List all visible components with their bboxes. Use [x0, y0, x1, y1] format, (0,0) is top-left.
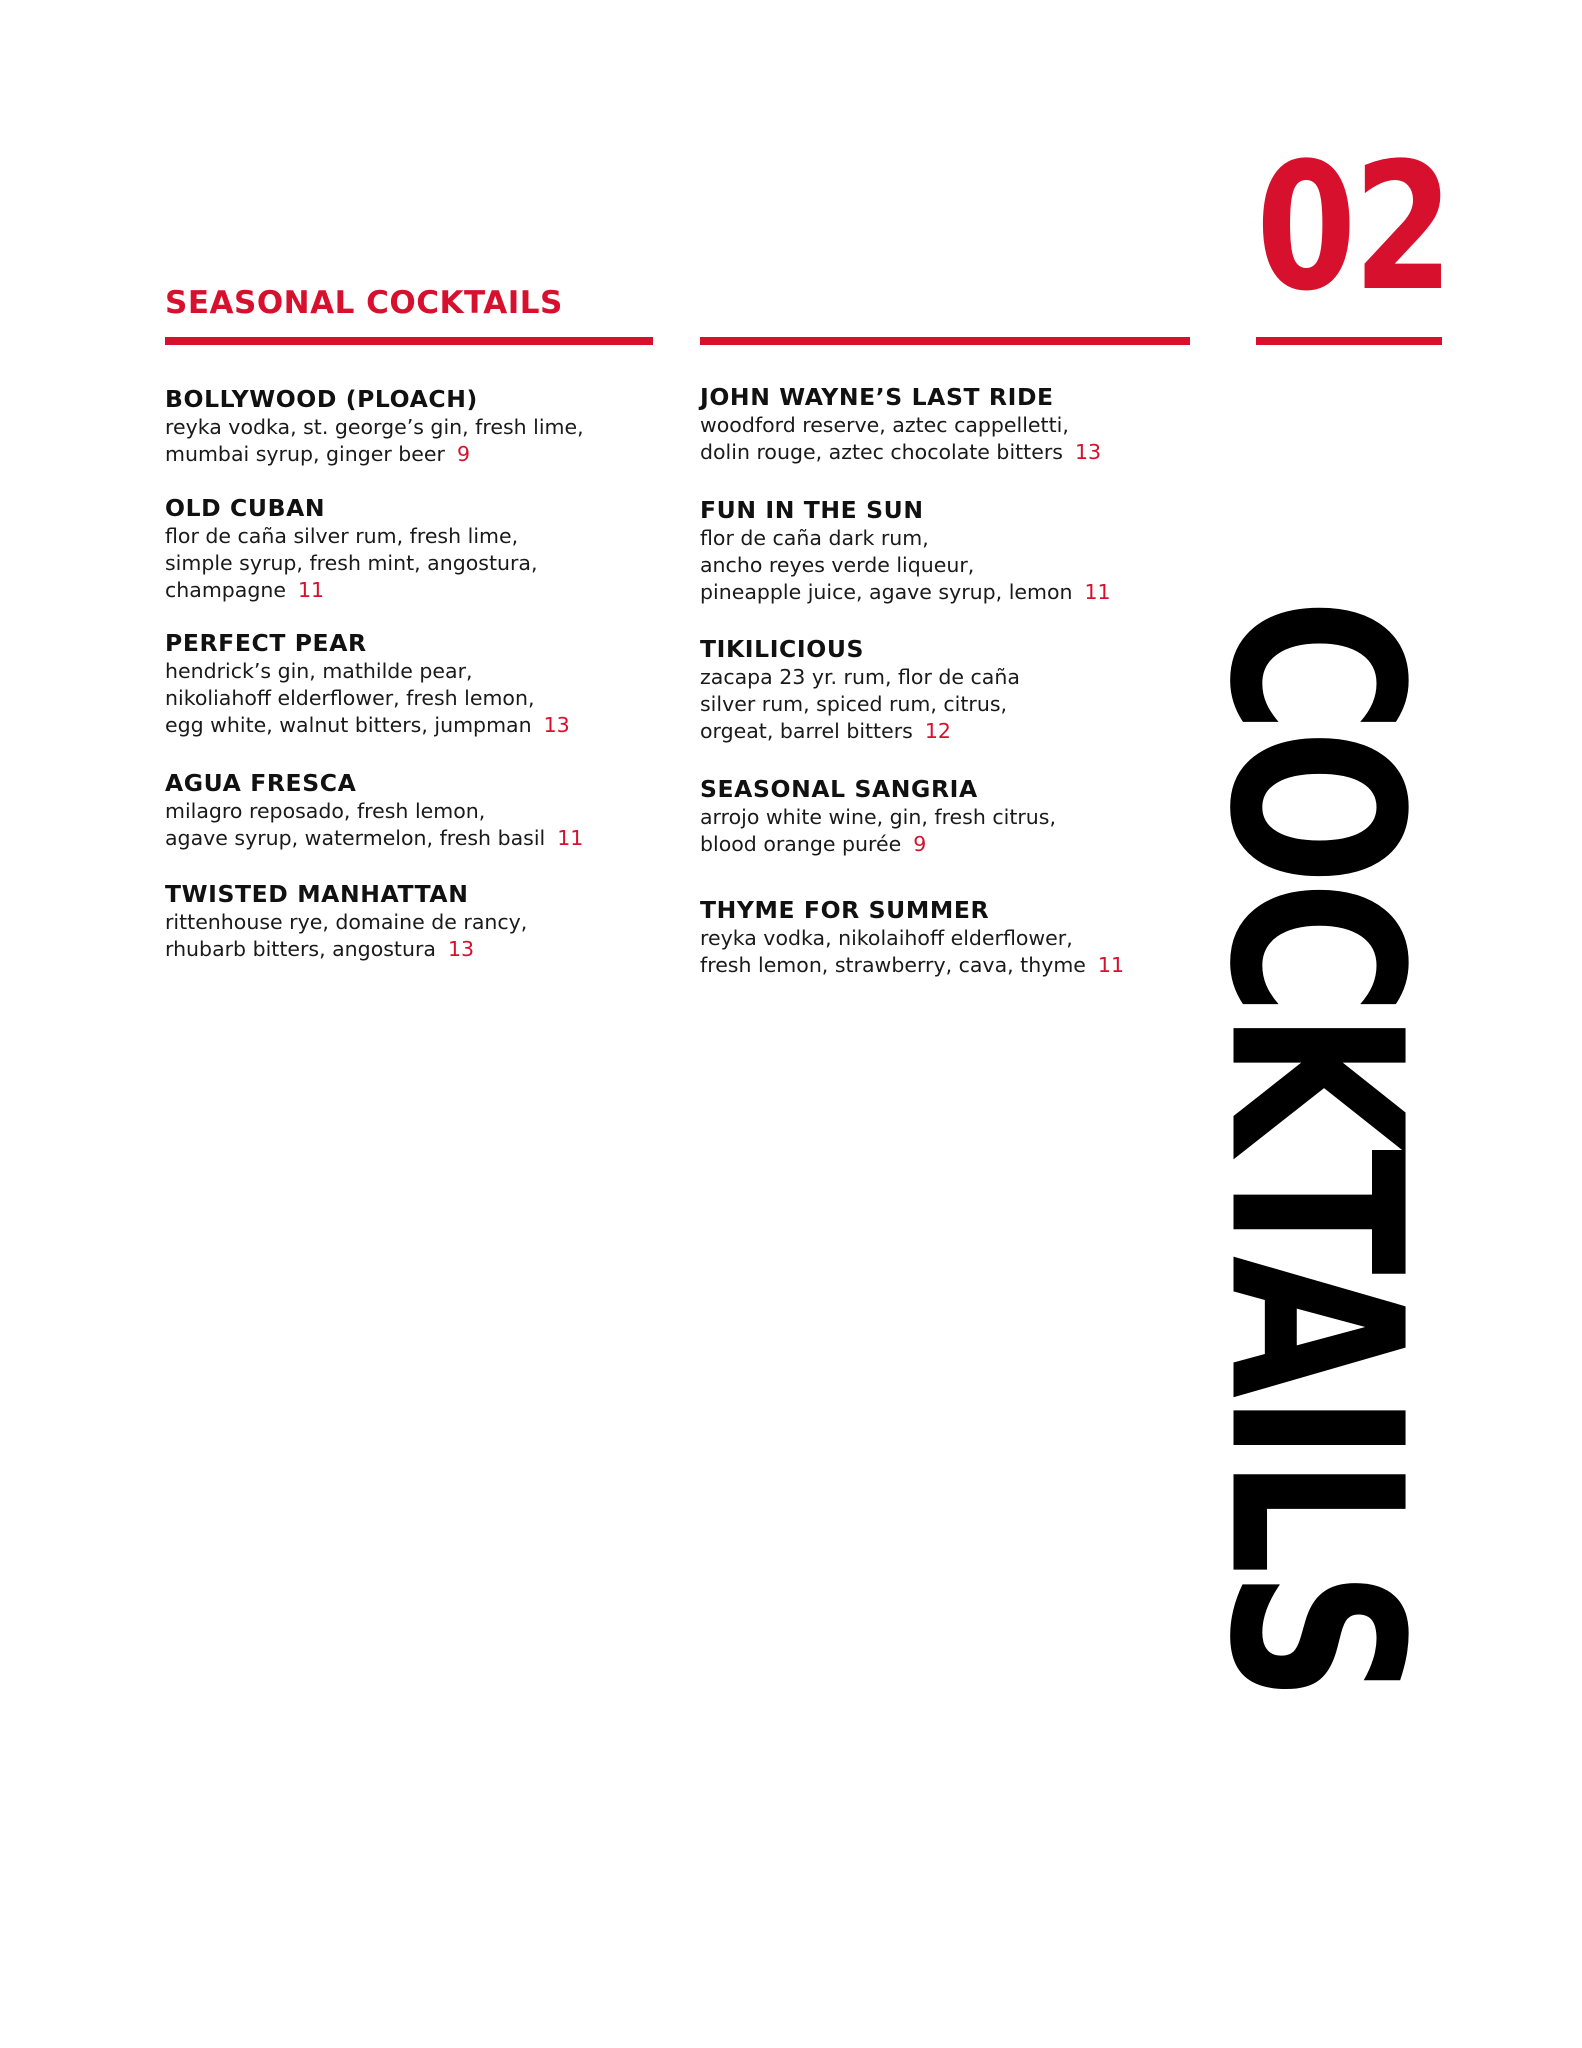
- item-description: [700, 412, 1220, 466]
- description-text: orgeat, barrel bitters: [700, 719, 913, 743]
- description-line: reyka vodka, st. george’s gin, fresh lime,: [165, 415, 584, 439]
- description-line: [165, 936, 685, 963]
- description-line: [165, 577, 685, 604]
- item-description: [700, 804, 1220, 858]
- item-description: [700, 664, 1220, 745]
- item-name: FUN IN THE SUN: [700, 496, 924, 524]
- item-description: [700, 925, 1220, 979]
- description-line: [700, 718, 1220, 745]
- item-price: 9: [913, 832, 927, 856]
- item-price: 13: [1074, 440, 1102, 464]
- item-description: [700, 525, 1220, 606]
- menu-item: [700, 895, 1220, 979]
- item-name: SEASONAL SANGRIA: [700, 775, 978, 803]
- description-line: [700, 439, 1220, 466]
- description-line: hendrick’s gin, mathilde pear,: [165, 659, 473, 683]
- description-text: rhubarb bitters, angostura: [165, 937, 436, 961]
- section-number: 02: [1256, 125, 1451, 330]
- description-line: [700, 579, 1220, 606]
- description-text: pineapple juice, agave syrup, lemon: [700, 580, 1073, 604]
- item-price: 11: [1097, 953, 1125, 977]
- item-price: 12: [924, 719, 951, 743]
- description-line: milagro reposado, fresh lemon,: [165, 799, 486, 823]
- menu-item: [165, 493, 685, 604]
- item-name: AGUA FRESCA: [165, 769, 357, 797]
- item-price: 13: [543, 713, 570, 737]
- section-title: SEASONAL COCKTAILS: [165, 285, 563, 321]
- description-text: mumbai syrup, ginger beer: [165, 442, 445, 466]
- item-description: [165, 523, 685, 604]
- menu-item: [700, 382, 1220, 466]
- item-description: [165, 798, 685, 852]
- menu-item: [165, 879, 685, 963]
- description-line: flor de caña dark rum,: [700, 526, 929, 550]
- item-price: 11: [557, 826, 584, 850]
- item-name: BOLLYWOOD (PLOACH): [165, 385, 478, 413]
- description-line: ancho reyes verde liqueur,: [700, 553, 975, 577]
- description-line: simple syrup, fresh mint, angostura,: [165, 551, 538, 575]
- item-price: 13: [447, 937, 475, 961]
- side-title: [1177, 444, 1453, 1698]
- item-price: 11: [298, 578, 325, 602]
- item-description: [165, 909, 685, 963]
- description-line: nikoliahoff elderflower, fresh lemon,: [165, 686, 535, 710]
- menu-item: [165, 384, 685, 468]
- section-divider-left: [165, 337, 653, 345]
- menu-item: [165, 768, 685, 852]
- item-description: [165, 658, 685, 739]
- description-line: woodford reserve, aztec cappelletti,: [700, 413, 1069, 437]
- item-description: [165, 414, 685, 468]
- description-line: rittenhouse rye, domaine de rancy,: [165, 910, 528, 934]
- item-name: THYME FOR SUMMER: [700, 896, 990, 924]
- description-text: champagne: [165, 578, 286, 602]
- menu-item: [700, 634, 1220, 745]
- menu-item: [700, 774, 1220, 858]
- description-text: fresh lemon, strawberry, cava, thyme: [700, 953, 1086, 977]
- description-line: [165, 712, 685, 739]
- side-title-text: COCKTAILS: [1177, 598, 1453, 1698]
- description-line: [165, 825, 685, 852]
- description-line: [700, 952, 1220, 979]
- menu-item: [700, 495, 1220, 606]
- item-name: PERFECT PEAR: [165, 629, 367, 657]
- menu-item: [165, 628, 685, 739]
- description-line: [165, 441, 685, 468]
- item-price: 9: [456, 442, 470, 466]
- description-line: arrojo white wine, gin, fresh citrus,: [700, 805, 1056, 829]
- description-line: flor de caña silver rum, fresh lime,: [165, 524, 519, 548]
- description-text: egg white, walnut bitters, jumpman: [165, 713, 532, 737]
- description-line: [700, 831, 1220, 858]
- description-text: dolin rouge, aztec chocolate bitters: [700, 440, 1063, 464]
- item-name: TWISTED MANHATTAN: [165, 880, 469, 908]
- item-price: 11: [1084, 580, 1111, 604]
- section-divider-right: [700, 337, 1190, 345]
- description-text: blood orange purée: [700, 832, 902, 856]
- item-name: JOHN WAYNE’S LAST RIDE: [700, 383, 1054, 411]
- description-line: zacapa 23 yr. rum, flor de caña: [700, 665, 1020, 689]
- description-text: agave syrup, watermelon, fresh basil: [165, 826, 546, 850]
- section-divider-side: [1256, 337, 1442, 345]
- description-line: reyka vodka, nikolaihoff elderflower,: [700, 926, 1073, 950]
- description-line: silver rum, spiced rum, citrus,: [700, 692, 1008, 716]
- item-name: OLD CUBAN: [165, 494, 326, 522]
- item-name: TIKILICIOUS: [700, 635, 865, 663]
